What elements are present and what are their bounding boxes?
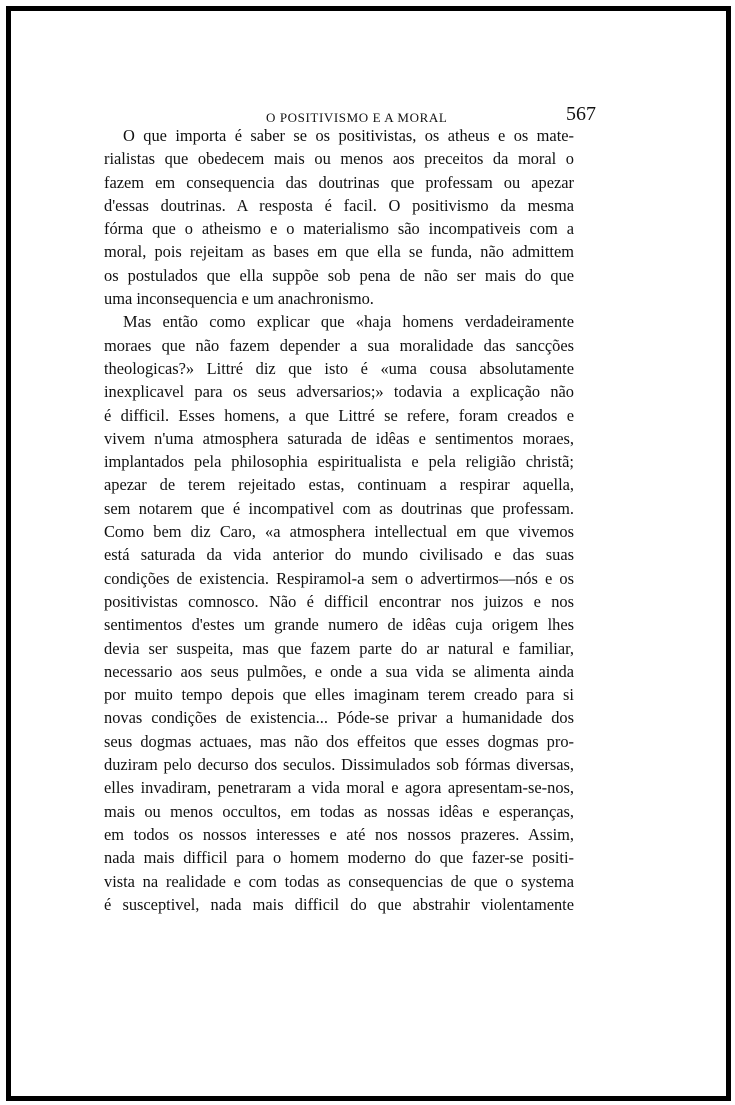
text-line: está saturada da vida anterior do mundo civilisado e das suas bbox=[104, 545, 574, 565]
text-line: elles invadiram, penetraram a vida moral e agora apresentam-se-nos, bbox=[104, 778, 574, 798]
text-line: moral, pois rejeitam as bases em que ella se funda, não admittem bbox=[104, 242, 574, 262]
text-line: os postulados que ella suppõe sob pena de não ser mais do que bbox=[104, 265, 574, 285]
text-line: moraes que não fazem depender a sua moralidade das sancções bbox=[104, 335, 574, 355]
text-line: seus dogmas actuaes, mas não dos effeitos que esses dogmas pro- bbox=[104, 731, 574, 751]
text-line: implantados pela philosophia espiritualista e pela religião christã; bbox=[104, 452, 574, 472]
text-line: é susceptivel, nada mais difficil do que abstrahir violentamente bbox=[104, 894, 574, 914]
text-line: uma inconsequencia e um anachronismo. bbox=[104, 289, 374, 309]
text-line: necessario aos seus pulmões, e onde a sua vida se alimenta ainda bbox=[104, 661, 574, 681]
text-line: duziram pelo decurso dos seculos. Dissimulados sob fórmas diversas, bbox=[104, 755, 574, 775]
text-line: theologicas?» Littré diz que isto é «uma cousa absolutamente bbox=[104, 358, 574, 378]
text-line: inexplicavel para os seus adversarios;» todavia a explicação não bbox=[104, 382, 574, 402]
text-line: fazem em consequencia das doutrinas que professam ou apezar bbox=[104, 172, 574, 192]
text-line: condições de existencia. Respiramol-a sem o advertirmos—nós e os bbox=[104, 568, 574, 588]
text-line: nada mais difficil para o homem moderno do que fazer-se positi- bbox=[104, 848, 574, 868]
text-line: vista na realidade e com todas as consequencias de que o systema bbox=[104, 871, 574, 891]
text-line: O que importa é saber se os positivistas, os atheus e os mate- bbox=[123, 126, 574, 145]
text-line: por muito tempo depois que elles imaginam terem creado para si bbox=[104, 685, 574, 705]
body-text bbox=[104, 124, 574, 916]
page-number: 567 bbox=[566, 103, 596, 125]
text-line: vivem n'uma atmosphera saturada de idêas e sentimentos moraes, bbox=[104, 428, 574, 448]
text-line: d'essas doutrinas. A resposta é facil. O positivismo da mesma bbox=[104, 195, 574, 215]
text-line: positivistas comnosco. Não é difficil encontrar nos juizos e nos bbox=[104, 591, 574, 611]
text-line: Mas então como explicar que «haja homens verdadeiramente bbox=[123, 312, 574, 332]
text-line: sentimentos d'estes um grande numero de idêas cuja origem lhes bbox=[104, 615, 574, 635]
text-line: sem notarem que é incompativel com as doutrinas que professam. bbox=[104, 498, 574, 518]
text-line: devia ser suspeita, mas que fazem parte do ar natural e familiar, bbox=[104, 638, 574, 658]
text-line: apezar de terem rejeitado estas, continuam a respirar aquella, bbox=[104, 475, 574, 495]
text-line: novas condições de existencia... Póde-se privar a humanidade dos bbox=[104, 708, 574, 728]
text-line: é difficil. Esses homens, a que Littré se refere, foram creados e bbox=[104, 405, 574, 425]
text-line: mais ou menos occultos, em todas as nossas idêas e esperanças, bbox=[104, 801, 574, 821]
paragraph-1 bbox=[104, 124, 574, 310]
text-line: Como bem diz Caro, «a atmosphera intellectual em que vivemos bbox=[104, 522, 574, 542]
text-line: rialistas que obedecem mais ou menos aos preceitos da moral o bbox=[104, 149, 574, 169]
paragraph-2 bbox=[104, 310, 574, 916]
text-line: em todos os nossos interesses e até nos nossos prazeres. Assim, bbox=[104, 824, 574, 844]
running-title: O POSITIVISMO E A MORAL bbox=[266, 110, 448, 125]
text-line: fórma que o atheismo e o materialismo são incompativeis com a bbox=[104, 219, 574, 239]
